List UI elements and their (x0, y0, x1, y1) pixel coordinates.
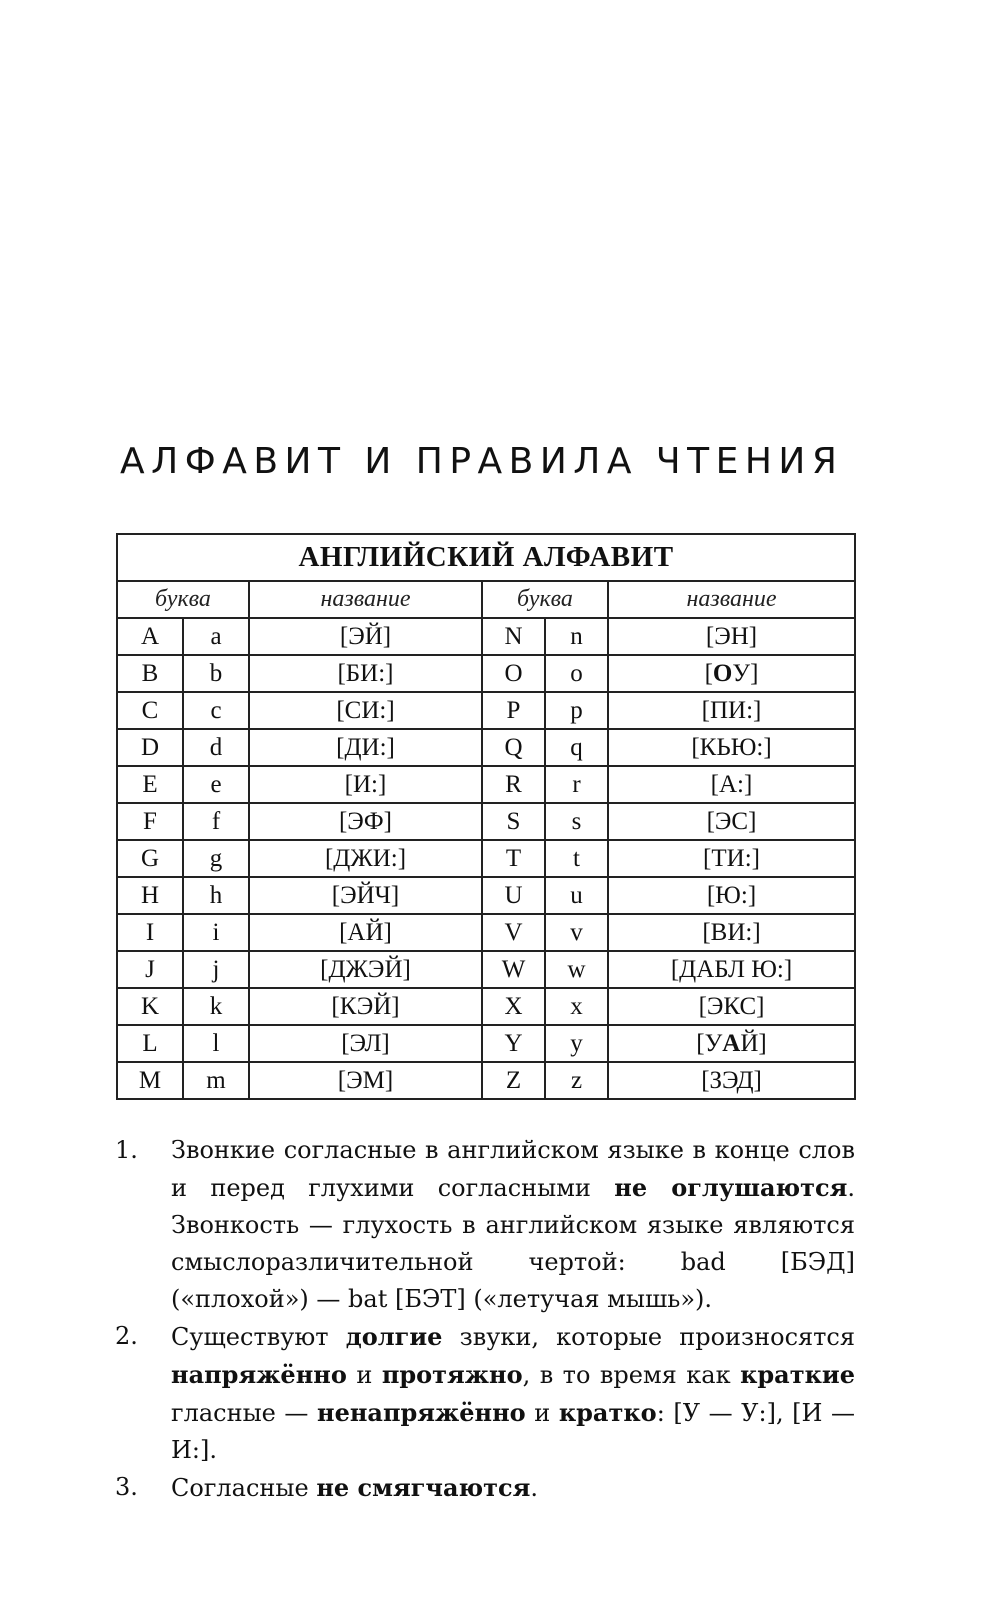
letter-lower: t (545, 840, 608, 877)
letter-lower: d (183, 729, 249, 766)
letter-upper: P (482, 692, 545, 729)
alphabet-body (117, 618, 855, 1099)
table-title-row (117, 534, 855, 581)
header-letter-left: буква (117, 581, 249, 618)
rule-text: гласные — (171, 1399, 317, 1427)
table-row (117, 951, 855, 988)
table-row (117, 803, 855, 840)
letter-upper: C (117, 692, 183, 729)
letter-upper: T (482, 840, 545, 877)
letter-lower: l (183, 1025, 249, 1062)
letter-upper: J (117, 951, 183, 988)
header-name-left: название (249, 581, 482, 618)
letter-name: [ЭС] (608, 803, 855, 840)
letter-lower: z (545, 1062, 608, 1099)
table-row (117, 877, 855, 914)
letter-lower: k (183, 988, 249, 1025)
letter-upper: H (117, 877, 183, 914)
letter-name (608, 655, 855, 692)
rule-number: 2. (115, 1322, 138, 1350)
letter-upper: A (117, 618, 183, 655)
rule-text: звуки, которые произносятся (442, 1323, 856, 1351)
letter-name: [БИ:] (249, 655, 482, 692)
table-row (117, 692, 855, 729)
table-row (117, 914, 855, 951)
letter-name (608, 1025, 855, 1062)
letter-upper: R (482, 766, 545, 803)
letter-lower: x (545, 988, 608, 1025)
letter-upper: G (117, 840, 183, 877)
letter-lower: u (545, 877, 608, 914)
letter-name-part: [У (696, 1029, 723, 1057)
letter-upper: E (117, 766, 183, 803)
letter-name: [ДАБЛ Ю:] (608, 951, 855, 988)
rule-emphasis: кратко (558, 1398, 657, 1427)
table-title: АНГЛИЙСКИЙ АЛФАВИТ (117, 534, 855, 581)
table-row (117, 618, 855, 655)
rule-emphasis: напряжённо (171, 1360, 347, 1389)
letter-name: [Ю:] (608, 877, 855, 914)
letter-name: [КЭЙ] (249, 988, 482, 1025)
letter-lower: n (545, 618, 608, 655)
table-row (117, 988, 855, 1025)
letter-lower: e (183, 766, 249, 803)
letter-name: [ЭЙ] (249, 618, 482, 655)
letter-lower: s (545, 803, 608, 840)
table-row (117, 1062, 855, 1099)
rule-emphasis: не смягчаются (316, 1473, 531, 1502)
letter-name-stress: О (712, 659, 733, 687)
letter-name: [ЗЭД] (608, 1062, 855, 1099)
table-row (117, 1025, 855, 1062)
letter-name: [ПИ:] (608, 692, 855, 729)
letter-name: [ТИ:] (608, 840, 855, 877)
letter-name: [КЬЮ:] (608, 729, 855, 766)
letter-lower: a (183, 618, 249, 655)
letter-lower: c (183, 692, 249, 729)
letter-lower: y (545, 1025, 608, 1062)
letter-name-part: Й] (740, 1029, 767, 1057)
letter-lower: g (183, 840, 249, 877)
rule-text: : [У — У:], [И — И:]. (171, 1399, 855, 1464)
rule-text: и (346, 1361, 382, 1389)
table-row (117, 766, 855, 803)
letter-lower: j (183, 951, 249, 988)
letter-upper: O (482, 655, 545, 692)
table-row (117, 840, 855, 877)
rule-emphasis: краткие (740, 1360, 855, 1389)
rule-text: Звонкие согласные в английском языке в конце слов и перед глухими согласными (171, 1136, 855, 1202)
letter-upper: Y (482, 1025, 545, 1062)
chapter-title: АЛФАВИТ И ПРАВИЛА ЧТЕНИЯ (120, 441, 844, 482)
letter-upper: B (117, 655, 183, 692)
rule-emphasis: ненапряжённо (317, 1398, 526, 1427)
letter-name-part: У] (732, 659, 759, 687)
letter-upper: X (482, 988, 545, 1025)
letter-lower: i (183, 914, 249, 951)
letter-upper: W (482, 951, 545, 988)
letter-name: [А:] (608, 766, 855, 803)
rule-emphasis: протяжно (381, 1360, 523, 1389)
letter-upper: D (117, 729, 183, 766)
letter-name-stress: А (722, 1029, 741, 1057)
rule-emphasis: долгие (345, 1322, 443, 1351)
rule-text: Согласные (171, 1474, 317, 1502)
letter-upper: N (482, 618, 545, 655)
rule-text: , в то время как (522, 1361, 741, 1389)
letter-lower: w (545, 951, 608, 988)
letter-upper: I (117, 914, 183, 951)
letter-name: [ДИ:] (249, 729, 482, 766)
letter-lower: f (183, 803, 249, 840)
letter-name: [И:] (249, 766, 482, 803)
letter-name: [ЭЙЧ] (249, 877, 482, 914)
letter-upper: M (117, 1062, 183, 1099)
rule-item (115, 1318, 855, 1469)
rule-emphasis: не оглушаются (614, 1173, 848, 1202)
letter-name: [ВИ:] (608, 914, 855, 951)
letter-name: [ДЖЭЙ] (249, 951, 482, 988)
column-header-row (117, 581, 855, 618)
rule-number: 1. (115, 1136, 138, 1164)
letter-name: [АЙ] (249, 914, 482, 951)
letter-lower: b (183, 655, 249, 692)
letter-name: [ЭН] (608, 618, 855, 655)
letter-upper: L (117, 1025, 183, 1062)
letter-lower: r (545, 766, 608, 803)
letter-lower: q (545, 729, 608, 766)
letter-upper: Z (482, 1062, 545, 1099)
letter-name-part: [ (704, 659, 713, 687)
rule-text: и (525, 1399, 559, 1427)
letter-name: [ЭЛ] (249, 1025, 482, 1062)
rule-text: . (530, 1474, 538, 1502)
table-row (117, 729, 855, 766)
rule-item (115, 1469, 855, 1507)
rule-text: . Звонкость — глухость в английском языке являются смыслоразличительной чертой: bad [БЭД] («плохой») — bat [БЭТ] («летучая мышь»). (171, 1174, 855, 1313)
letter-upper: F (117, 803, 183, 840)
letter-lower: v (545, 914, 608, 951)
letter-lower: m (183, 1062, 249, 1099)
letter-name: [СИ:] (249, 692, 482, 729)
letter-lower: o (545, 655, 608, 692)
letter-upper: Q (482, 729, 545, 766)
letter-upper: S (482, 803, 545, 840)
letter-lower: h (183, 877, 249, 914)
letter-lower: p (545, 692, 608, 729)
letter-upper: U (482, 877, 545, 914)
letter-name: [ДЖИ:] (249, 840, 482, 877)
table-row (117, 655, 855, 692)
rule-number: 3. (115, 1473, 138, 1501)
letter-name: [ЭКС] (608, 988, 855, 1025)
reading-rules-list (115, 1132, 855, 1507)
letter-name: [ЭФ] (249, 803, 482, 840)
rule-item (115, 1132, 855, 1318)
alphabet-table (116, 533, 856, 1100)
letter-upper: K (117, 988, 183, 1025)
letter-upper: V (482, 914, 545, 951)
header-letter-right: буква (482, 581, 608, 618)
header-name-right: название (608, 581, 855, 618)
rule-text: Существуют (171, 1323, 346, 1351)
letter-name: [ЭМ] (249, 1062, 482, 1099)
